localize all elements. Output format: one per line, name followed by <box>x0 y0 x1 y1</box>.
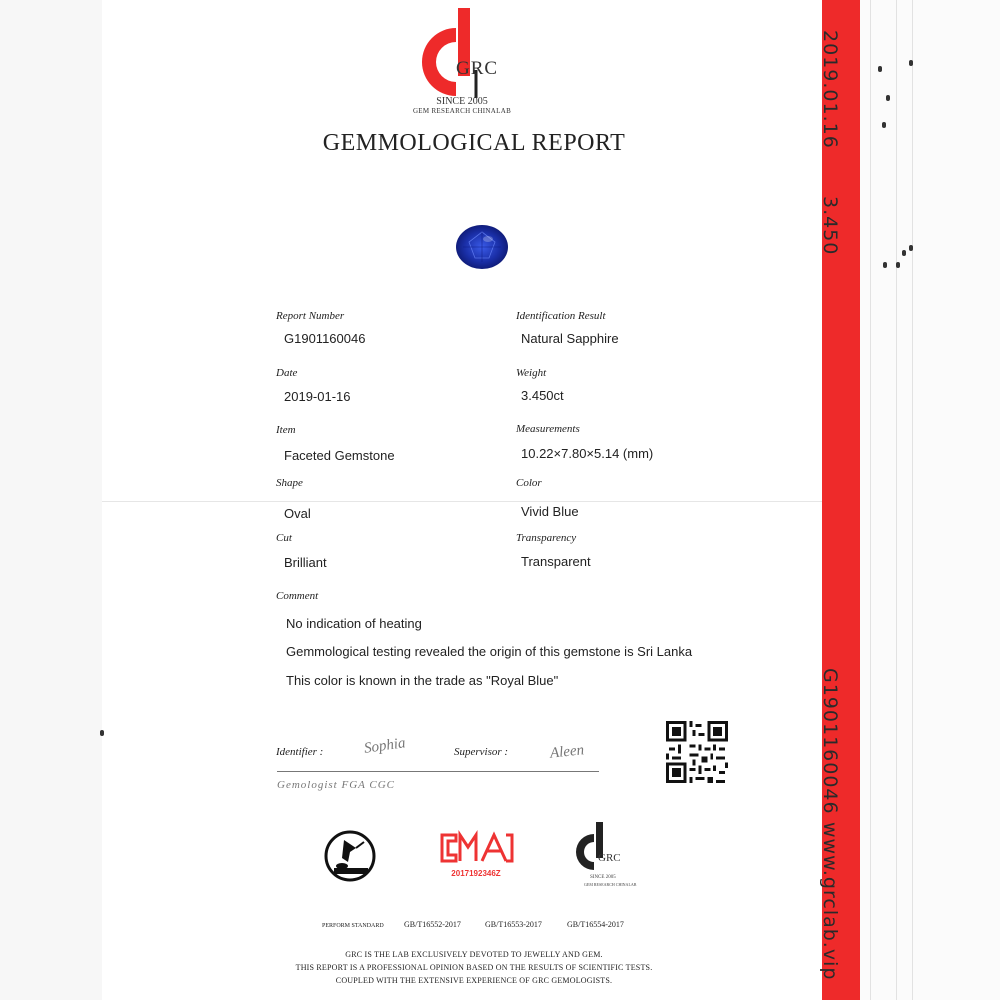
speck <box>896 262 900 268</box>
grc-seal-logo <box>572 820 632 876</box>
measurements-label: Measurements <box>516 423 580 435</box>
standard-item: GB/T16552-2017 <box>404 920 461 929</box>
transparency-label: Transparency <box>516 532 577 544</box>
cut-label: Cut <box>276 532 292 544</box>
report-number-label: Report Number <box>276 310 345 322</box>
grc-logo <box>416 6 516 98</box>
speck <box>100 730 104 736</box>
accreditation-emblem <box>320 828 380 888</box>
grc-seal-text: GRC <box>598 852 621 864</box>
identification-result-value: Natural Sapphire <box>521 331 619 346</box>
speck <box>909 245 913 251</box>
weight-value: 3.450ct <box>521 388 564 403</box>
shape-value: Oval <box>284 506 311 521</box>
cma-seal <box>436 829 516 867</box>
shape-label: Shape <box>276 477 303 489</box>
strip-report-number: G1901160046 <box>819 668 841 815</box>
supervisor-signature: Aleen <box>549 742 585 762</box>
weight-label: Weight <box>516 367 547 379</box>
report-number-value: G1901160046 <box>284 331 366 346</box>
footer-line-2: THIS REPORT IS A PROFESSIONAL OPINION BASED ON THE RESULTS OF SCIENTIFIC TESTS. <box>295 963 653 972</box>
standards-label: PERFORM STANDARD <box>322 923 384 929</box>
identifier-label: Identifier : <box>276 746 324 758</box>
standard-item: GB/T16554-2017 <box>567 920 624 929</box>
comment-label: Comment <box>276 590 319 602</box>
color-label: Color <box>516 477 542 489</box>
gemologist-credentials: Gemologist FGA CGC <box>277 779 396 791</box>
sapphire-image <box>455 224 509 270</box>
speck <box>878 66 882 72</box>
speck <box>902 250 906 256</box>
color-value: Vivid Blue <box>521 504 579 519</box>
date-value: 2019-01-16 <box>284 389 351 404</box>
grc-seal-since: SINCE 2005 <box>590 875 616 880</box>
grc-seal-lab: GEM RESEARCH CHINALAB <box>584 882 637 887</box>
date-label: Date <box>276 367 298 379</box>
item-label: Item <box>276 424 296 436</box>
standard-item: GB/T16553-2017 <box>485 920 542 929</box>
lab-name: GEM RESEARCH CHINALAB <box>412 107 512 115</box>
fold-line <box>102 501 822 502</box>
measurements-value: 10.22×7.80×5.14 (mm) <box>521 446 654 461</box>
comment-line-2: Gemmological testing revealed the origin of this gemstone is Sri Lanka <box>286 644 693 659</box>
since-text: SINCE 2005 <box>436 96 488 107</box>
comment-line-3: This color is known in the trade as "Royal Blue" <box>286 673 559 688</box>
footer-line-3: COUPLED WITH THE EXTENSIVE EXPERIENCE OF GRC GEMOLOGISTS. <box>335 976 613 985</box>
transparency-value: Transparent <box>521 554 591 569</box>
identifier-signature: Sophia <box>363 735 407 757</box>
speck <box>882 122 886 128</box>
speck <box>909 60 913 66</box>
footer-line-1: GRC IS THE LAB EXCLUSIVELY DEVOTED TO JEWELLY AND GEM. <box>345 950 603 959</box>
cma-number: 2017192346Z <box>451 869 501 878</box>
logo-wordmark: GRC <box>456 58 499 79</box>
supervisor-label: Supervisor : <box>454 746 509 758</box>
cut-value: Brilliant <box>284 555 327 570</box>
signature-line <box>277 771 599 772</box>
speck <box>883 262 887 268</box>
identification-result-label: Identification Result <box>516 310 606 322</box>
strip-website: www.grclab.vip <box>819 822 841 981</box>
strip-date: 2019.01.16 <box>819 30 841 149</box>
item-value: Faceted Gemstone <box>284 448 395 463</box>
strip-weight: 3.450 <box>819 196 841 256</box>
qr-code <box>666 721 728 783</box>
comment-line-1: No indication of heating <box>286 616 422 631</box>
page-title: GEMMOLOGICAL REPORT <box>322 130 626 156</box>
